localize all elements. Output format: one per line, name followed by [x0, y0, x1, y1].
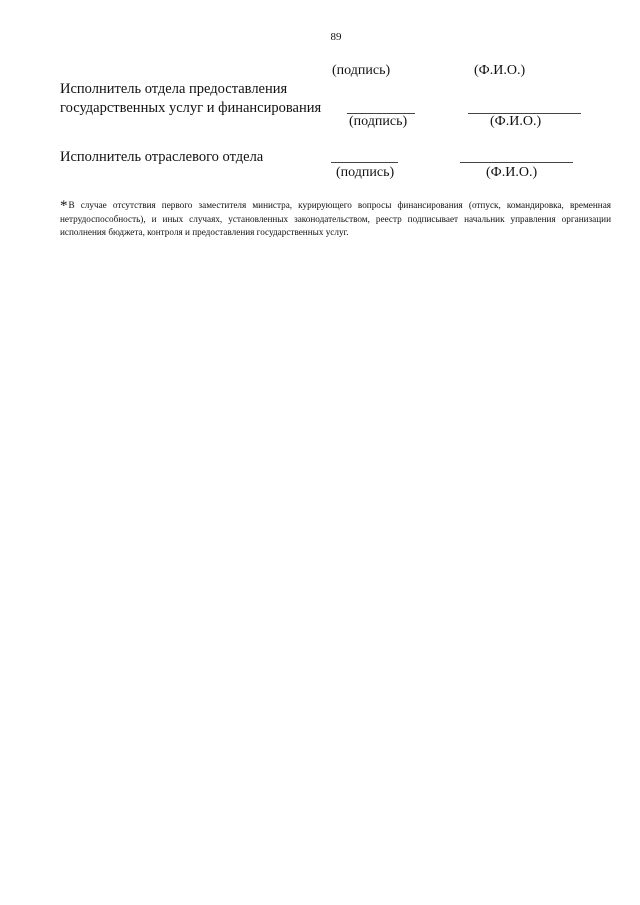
- block2-signature-line: [331, 162, 398, 163]
- block1-name-caption: (Ф.И.О.): [490, 114, 542, 129]
- footnote-marker: *: [60, 198, 68, 214]
- top-name-caption: (Ф.И.О.): [474, 63, 526, 78]
- block2-name-line: [460, 162, 573, 163]
- block1-role-line1: Исполнитель отдела предоставления: [60, 81, 288, 97]
- footnote: [60, 199, 611, 239]
- page-number: 89: [330, 31, 342, 43]
- block2-role: Исполнитель отраслевого отдела: [60, 149, 264, 165]
- block1-role-line2: государственных услуг и финансирования: [60, 100, 322, 116]
- block2-name-caption: (Ф.И.О.): [486, 165, 538, 180]
- block2-signature-caption: (подпись): [336, 165, 395, 180]
- footnote-text: В случае отсутствия первого заместителя министра, курирующего вопросы финансирования (отпуск, командировка, временная нетрудоспособность), и иных случаях, установленных законодательством, реестр подписывает начальник управления организации исполнения бюджета, контроля и предоставления государственных услуг.: [60, 200, 611, 237]
- top-signature-caption: (подпись): [332, 63, 391, 78]
- block1-signature-caption: (подпись): [349, 114, 408, 129]
